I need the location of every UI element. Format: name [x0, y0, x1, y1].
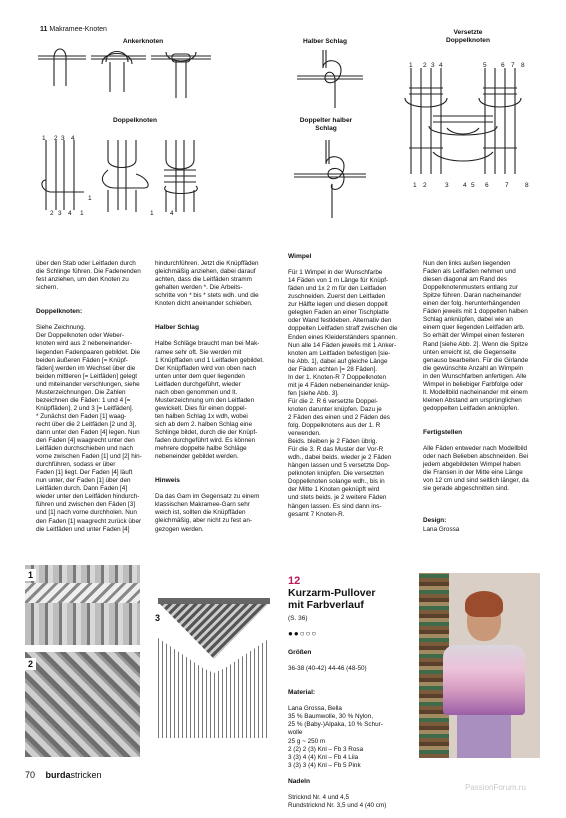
- vd-bottom-4: 4: [463, 182, 467, 189]
- col2-body1: Halbe Schläge braucht man bei Mak- ramee sehr oft. Sie werden mit 1 Knüpffaden und 1 Leitfaden gebildet. Der Knüpffaden wird von oben nach unten unter dem quer liegenden Leitfaden durchgeführt, wieder nach oben genommen und lt. Musterzeichnung um den Leitfaden gewickelt. Dies für einen doppel- ten halben Schlag 1x wdh, wobei sich ab dem 2. halben Schlag eine Schlinge bildet, durch die der Knüpf- faden durchgeführt wird. Es können mehrere doppelte halbe Schläge nebeneinder gebildet werden.: [155, 340, 264, 461]
- col2-heading1: Halber Schlag: [155, 324, 199, 332]
- col4-heading: Fertigstellen: [423, 428, 463, 436]
- dk-mid-1: 1: [150, 210, 154, 217]
- needles-heading: Nadeln: [288, 777, 310, 785]
- vd-bottom-5: 5: [471, 182, 475, 189]
- macrame-photo-3: [150, 598, 278, 743]
- dot-empty-icon: ○: [305, 629, 312, 638]
- text-column-4: [423, 252, 537, 542]
- vd-top-1: 1: [409, 62, 413, 69]
- vd-top-8: 8: [521, 62, 525, 69]
- vd-top-5: 5: [483, 62, 487, 69]
- photo-label-3: 3: [152, 612, 163, 624]
- dot-filled-icon: ●: [293, 629, 300, 638]
- col2-heading2: Hinweis: [155, 477, 180, 485]
- dk-top-1: 1: [42, 135, 46, 142]
- doppelknoten-diagram: [36, 140, 216, 220]
- ankerknoten-caption: Ankerknoten: [122, 38, 164, 45]
- col1-intro: über den Stab oder Leitfaden durch die Schlinge führen. Die Fadenenden fest anziehen, um den Knoten zu sichern.: [36, 260, 141, 292]
- figure-title-text: Makramee-Knoten: [49, 26, 107, 33]
- ankerknoten-diagram: [36, 48, 216, 108]
- dot-empty-icon: ○: [299, 629, 306, 638]
- vd-bottom-8: 8: [525, 182, 529, 189]
- col1-body: Siehe Zeichnung. Der Doppelknoten oder Weber- knoten wird aus 2 nebeneinander- liegenden Fadenpaaren gebildet. Die beiden äußeren Fäden [= Knüpf- fäden] werden im Wechsel über die beiden mittleren [= Leitfäden] gelegt und miteinander verschlungen, siehe Musterzeichnungen. Die Zahlen bezeichnen die Fäden: 1 und 4 [= Knüpffäden], 2 und 3 [= Leitfäden]. * Zunächst den Faden [1] waag- recht über die 2 Leitfäden [2 und 3], dann unter den Faden [4] legen. Nun den Faden [4] waagrecht unter den Leitfäden durchschieben und nach vorne zwischen Faden [1] und [2] hin- durchführen, sodass er über Faden [1] liegt. Der Faden [4] läuft nun unter, der Faden [1] über den Leitfäden durch. Dann Faden [4] wieder unter den Leitfäden hindurch- führen und zwischen den Fäden [3] und [1] nach vorne durchholen. Nun den Faden [1] waagrecht zurück über die Leitfäden und unter Faden [4]: [36, 324, 142, 533]
- text-column-1: [36, 252, 150, 542]
- pattern-ref: (S. 36): [288, 615, 308, 622]
- col1-heading: Doppelknoten:: [36, 308, 83, 316]
- versetzte-caption: Versetzte Doppelknoten: [446, 29, 490, 44]
- col4-body: Nun den links außen liegenden Faden als Leitfaden nehmen und diesen diagonal am Rand des Doppelknotenmusters entlang zur Spitze führen. Daran nacheinander einen der folg. herunterhängenden Fäden jeweils mit 1 doppelten halben Schlag anknüpfen, dabei wie an einem quer liegenden Leitfaden arb. So erhält der Wimpel einen festeren Rand [siehe Abb. 2]. Wenn die Spitze unten erreicht ist, die Gegenseite genauso bearbeiten. Für die Girlande die gewünschte Anzahl an Wimpeln in den Wunschfarben anfertigen. Alle Wimpel in beliebiger Farbfolge oder lt. Modellbild nacheinander mit einem kleinen Abstand am ursprünglichen gedoppelten Leitfaden anknüpfen.: [423, 260, 529, 412]
- sizes-value: 36-38 (40-42) 44-46 (48-50): [288, 665, 367, 673]
- col4-body2: Alle Fäden entweder nach Modellbild oder nach Belieben abschneiden. Bei jedem abgebildeten Wimpel haben die Fransen in der Mitte eine Länge von 12 cm und sind seitlich länger, da sie gerade abgeschnitten sind.: [423, 445, 529, 493]
- text-column-3: [288, 245, 402, 527]
- doppelknoten-caption: Doppelknoten: [113, 117, 157, 124]
- dot-filled-icon: ●: [288, 629, 294, 638]
- vd-bottom-3: 3: [445, 182, 449, 189]
- col3-body: Für 1 Wimpel in der Wunschfarbe 14 Fäden von 1 m Länge für Knüpf- fäden und 1x 2 m für den Leitfaden zuschneiden. Zuerst den Leitfaden zur Hälfte legen und diesen doppelt gelegten Faden an einer Tischplatte oder Wand festkleben. Alternativ den doppelten Leitfaden straff zwischen die Enden eines Kleiderständers spannen. Nun alle 14 Fäden jeweils mit 1 Anker- knoten am Leitfaden befestigen [sie- he Abb. 1], dabei auf gleiche Länge der Fäden achten [= 28 Fäden]. In der 1. Knoten-R 7 Doppelknoten mit je 4 Fäden nebeneinander knüp- fen [siehe Abb. 3]. Für die 2. R 6 versetzte Doppel- knoten darunter knüpfen. Dazu je 2 Fäden des einen und 2 Fäden des folg. Doppelknotens aus der 1. R verwenden. Beids. bleiben je 2 Fäden übrig. Für die 3. R das Muster der Vor-R wdh., dabei beids. wieder je 2 Fäden hängen lassen und 5 versetzte Dop- pelknoten knüpfen. Die versetzten Doppelknoten solange wdh., bis in der Mitte 1 Knoten geknüpft wird und stets beids. je 2 weitere Fäden hängen lassen. Es sind dann ins- gesamt 7 Knoten-R.: [288, 269, 398, 518]
- dk-bottom-2: 2: [50, 210, 54, 217]
- vd-top-6: 6: [501, 62, 505, 69]
- col3-heading: Wimpel: [288, 253, 312, 261]
- macrame-photo-2: [25, 652, 140, 757]
- difficulty-dots: [288, 629, 413, 638]
- dk-bottom-1: 1: [80, 210, 84, 217]
- vd-top-4: 4: [439, 62, 443, 69]
- watermark: PassionForum.ru: [465, 783, 526, 792]
- doppelter-halber-diagram: [292, 140, 368, 220]
- design-value: Lana Grossa: [423, 525, 460, 533]
- halber-schlag-caption: Halber Schlag: [303, 38, 347, 45]
- dk-top-3: 3: [61, 135, 65, 142]
- vd-bottom-1: 1: [413, 182, 417, 189]
- needles-value: Stricknd Nr. 4 und 4,5 Rundstricknd Nr. 3,5 und 4 (40 cm): [288, 793, 387, 809]
- vd-top-3: 3: [431, 62, 435, 69]
- macrame-photo-1: [25, 565, 140, 645]
- dk-bottom-4: 4: [68, 210, 72, 217]
- dk-top-2: 2: [54, 135, 58, 142]
- material-value: Lana Grossa, Bella 35 % Baumwolle, 30 % Nylon, 25 % (Baby-)Alpaka, 10 % Schur- wolle 25 g ~ 250 m 2 (2) 2 (3) Knl – Fb 3 Rosa 3 (3) 4 (4) Knl – Fb 4 Lila 3 (3) 3 (4) Knl – Fb 5 Pink: [288, 705, 383, 769]
- figure-title: [40, 26, 107, 33]
- text-column-2: [155, 252, 269, 542]
- dk-bottom-3: 3: [58, 210, 62, 217]
- versetzte-diagram: [403, 64, 538, 184]
- pattern-number: 12: [288, 575, 301, 587]
- sizes-heading: Größen: [288, 649, 312, 657]
- col2-intro: hindurchführen. Jetzt die Knüpffäden gleichmäßig anziehen, dabei darauf achten, dass die Leitfäden stramm gehalten werden *. Die Arbeits- schritte von * bis * stets wdh. und die Knoten dicht aneinander schieben.: [155, 260, 259, 308]
- brand-burda: burda: [45, 770, 71, 780]
- dot-empty-icon: ○: [311, 629, 318, 638]
- page-number: 70: [25, 770, 36, 780]
- photo-label-2: 2: [25, 658, 36, 670]
- figure-number: 11: [40, 26, 48, 33]
- vd-top-7: 7: [511, 62, 515, 69]
- col2-body2: Da das Garn im Gegensatz zu einem klassischen Makramee-Garn sehr weich ist, sollten die Knüpffäden gleichmäßig, aber nicht zu fest an- gezogen werden.: [155, 493, 260, 533]
- material-heading: Material:: [288, 689, 316, 697]
- pattern-header: [288, 563, 413, 818]
- pullover-photo: [419, 573, 540, 758]
- brand-stricken: stricken: [70, 770, 102, 780]
- dk-mid-4: 4: [170, 210, 174, 217]
- vd-bottom-6: 6: [485, 182, 489, 189]
- dk-side-1: 1: [88, 195, 92, 202]
- dk-top-4: 4: [71, 135, 75, 142]
- halber-schlag-diagram: [295, 48, 365, 110]
- doppelter-halber-caption: Doppelter halber Schlag: [299, 117, 353, 132]
- vd-top-2: 2: [423, 62, 427, 69]
- vd-bottom-7: 7: [505, 182, 509, 189]
- pattern-title: Kurzarm-Pullover mit Farbverlauf: [288, 587, 376, 611]
- vd-bottom-2: 2: [423, 182, 427, 189]
- photo-label-1: 1: [25, 569, 36, 581]
- design-label: Design:: [423, 517, 447, 525]
- page-footer: [25, 770, 102, 780]
- design-credit: [423, 509, 537, 533]
